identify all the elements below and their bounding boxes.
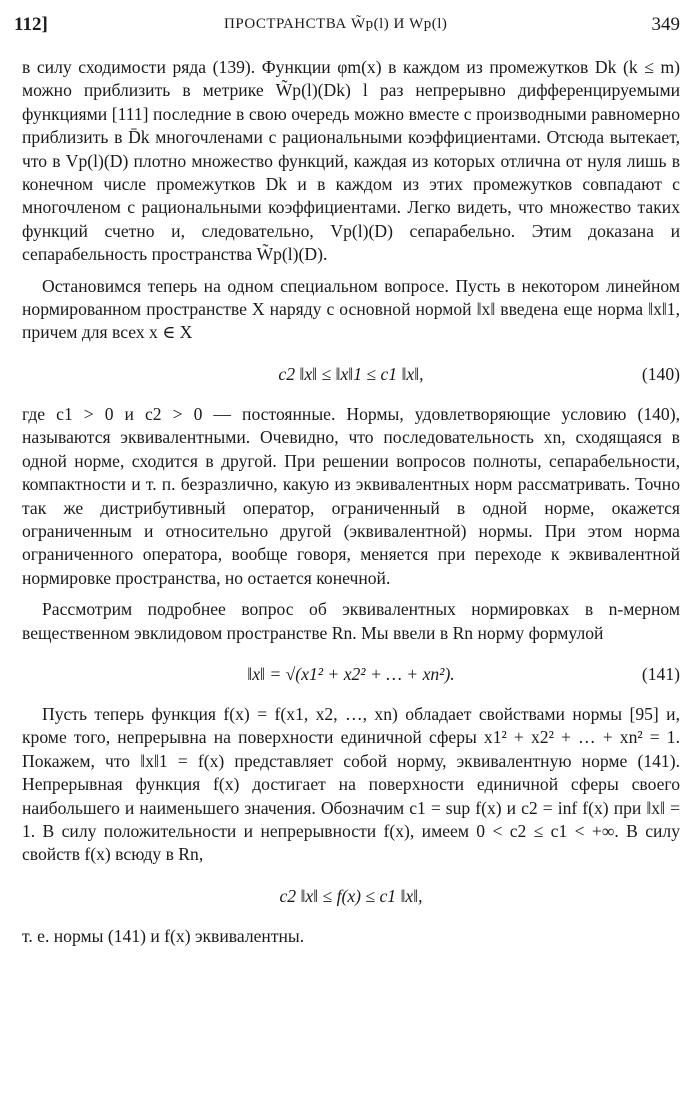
paragraph-1: в силу сходимости ряда (139). Функции φm(x) в каждом из промежутков Dk (k ≤ m) можно приблизить в метрике W̃p(l)(Dk) l раз непрерывно дифференцируемыми функциями [111] последние в свою очередь можно вместе с производными равномерно приблизить в D̄k многочленами с рациональными коэффициентами. Отсюда вытекает, что в Vp(l)(D) плотно множество функций, каждая из которых отлична от нуля лишь в конечном числе промежутков Dk и в каждом из этих промежутков совпадают с многочленом с рациональными коэффициентами. Легко видеть, что множество таких функций счетно и, следовательно, Vp(l)(D) сепарабельно. Этим доказана и сепарабельность пространства W̃p(l)(D). [22,57,680,265]
formula-140 [22,359,680,389]
formula-141-number: (141) [641,663,680,684]
paragraph-3: где c1 > 0 и c2 > 0 — постоянные. Нормы, удовлетворяющие условию (140), называются эквивалентными. Очевидно, что последовательность xn, сходящаяся в одной норме, сходится в другой. При решении вопросов полноты, сепарабельности, компактности и т. п. безразлично, какую из эквивалентных норм рассматривать. Точно так же дистрибутивный оператор, ограниченный в одной норме, окажется ограниченным и относительно другой (эквивалентной) нормы. При этом норма ограниченного оператора, вообще говоря, меняется при переходе к эквивалентной нормировке пространства, но остается конечной. [22,403,680,588]
running-title: ПРОСТРАНСТВА W̃p(l) И Wp(l) [224,16,448,32]
formula-inequality-expression: c2 ‖x‖ ≤ f(x) ≤ c1 ‖x‖, [279,885,423,906]
page-number: 349 [651,14,680,35]
formula-141-expression: ‖x‖ = √(x1² + x2² + … + xn²). [247,663,455,684]
formula-140-number: (140) [641,363,680,384]
section-number: 112] [14,14,48,35]
formula-inequality [22,881,680,911]
paragraph-2: Остановимся теперь на одном специальном вопросе. Пусть в некотором линейном нормированном пространстве X наряду с основной нормой ‖x‖ введена еще норма ‖x‖1, причем для всех x ∈ X [22,275,680,343]
formula-141 [22,659,680,689]
page-body [22,56,680,948]
formula-140-expression: c2 ‖x‖ ≤ ‖x‖1 ≤ c1 ‖x‖, [278,363,424,384]
paragraph-6: т. е. нормы (141) и f(x) эквивалентны. [22,925,305,946]
paragraph-5: Пусть теперь функция f(x) = f(x1, x2, …, xn) обладает свойствами нормы [95] и, кроме того, непрерывна на поверхности единичной сферы x1² + x2² + … + xn² = 1. Покажем, что ‖x‖1 = f(x) представляет собой норму, эквивалентную норме (141). Непрерывная функция f(x) достигает на поверхности единичной сферы своего наибольшего и наименьшего значения. Обозначим c1 = sup f(x) и c2 = inf f(x) при ‖x‖ = 1. В силу положительности и непрерывности f(x), имеем 0 < c2 ≤ c1 < +∞. В силу свойств f(x) всюду в Rn, [22,703,680,865]
paragraph-4: Рассмотрим подробнее вопрос об эквивалентных нормировках в n-мерном вещественном эвклидовом пространстве Rn. Мы ввели в Rn норму формулой [22,599,680,643]
page-header [14,10,680,46]
